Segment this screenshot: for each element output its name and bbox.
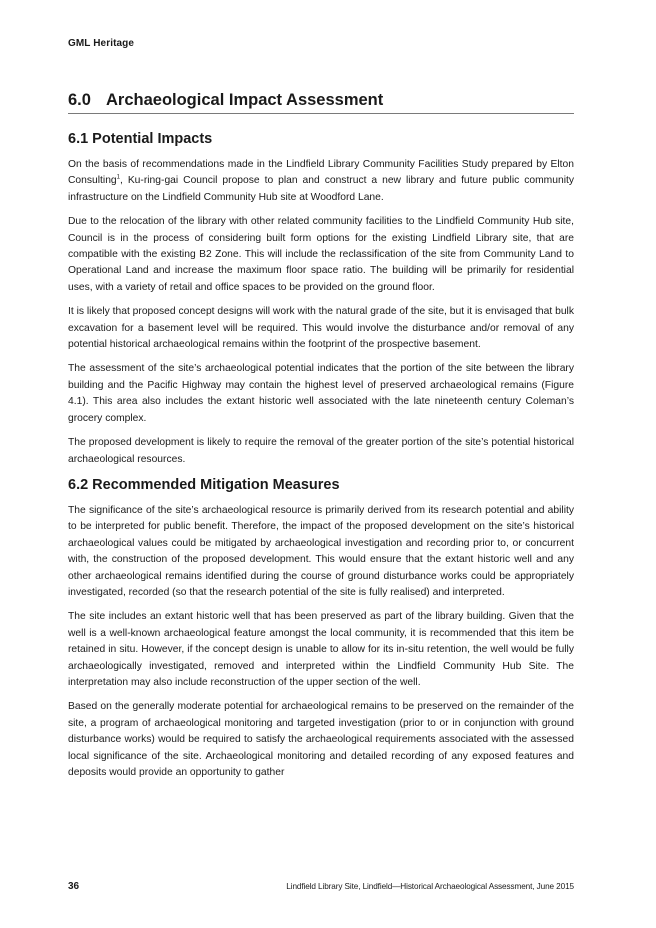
page-number: 36 <box>68 881 80 892</box>
footnote-marker: 1 <box>116 174 120 181</box>
paragraph-text: , Ku-ring-gai Council propose to plan and construct a new library and future public community infrastructure on the Lindfield Community Hub site at Woodford Lane. <box>68 175 574 203</box>
paragraph: The significance of the site’s archaeological resource is primarily derived from its research potential and ability to be interpreted for public benefit. Therefore, the impact of the proposed development on the site’s historical archaeological values could be mitigated by archaeological investigation and recording prior to, or concurrent with, the construction of the proposed development. This would ensure that the extant historic well and any other archaeological remains identified during the course of ground disturbance works could be appropriately investigated, recorded (so that the research potential of the site is fully realised) and interpreted. <box>68 504 574 598</box>
subsection-heading-potential-impacts: 6.1 Potential Impacts <box>68 131 213 147</box>
section-number: 6.0 <box>68 91 91 109</box>
paragraph <box>68 157 574 206</box>
paragraph: The proposed development is likely to require the removal of the greater portion of the site’s potential historical archaeological resources. <box>68 437 574 465</box>
paragraph: The site includes an extant historic well that has been preserved as part of the library building. Given that the well is a well-known archaeological feature amongst the local community, it is recommended that this item be retained in situ. However, if the concept design is unable to allow for its in-situ retention, the well would be fully archaeologically investigated, removed and interpreted within the Lindfield Community Hub Site. The interpretation may also include reconstruction of the upper section of the well. <box>68 611 574 688</box>
paragraph: Based on the generally moderate potential for archaeological remains to be preserved on the remainder of the site, a program of archaeological monitoring and targeted investigation (prior to or in conjunction with ground disturbance works) would be required to satisfy the archaeological requirements associated with the assessed local significance of the site. Archaeological monitoring and detailed recording of any exposed features and deposits would provide an opportunity to gather <box>68 701 574 778</box>
paragraph-text: On the basis of recommendations made in the Lindfield Library Community Facilities Study prepared by Elton Consulting <box>68 159 574 187</box>
paragraph: Due to the relocation of the library with other related community facilities to the Lindfield Community Hub site, Council is in the process of considering built form options for the existing Lindfield Library site, that are compatible with the existing B2 Zone. This will include the reclassification of the site from Community Land to Operational Land and increase the maximum floor space ratio. The building will be primarily for residential uses, with a variety of retail and office spaces to be provided on the ground floor. <box>68 216 574 293</box>
body-content <box>68 130 574 789</box>
section-heading <box>68 91 574 114</box>
paragraph: It is likely that proposed concept designs will work with the natural grade of the site, but it is envisaged that bulk excavation for a basement level will be required. This would involve the disturbance and/or removal of any potential historical archaeological remains within the footprint of the prospective basement. <box>68 306 574 351</box>
paragraph: The assessment of the site’s archaeological potential indicates that the portion of the site between the library building and the Pacific Highway may contain the highest level of preserved archaeological remains (Figure 4.1). This area also includes the extant historic well associated with the late nineteenth century Coleman’s grocery complex. <box>68 363 574 424</box>
subsection-heading-mitigation-measures: 6.2 Recommended Mitigation Measures <box>68 476 340 493</box>
running-footer: Lindfield Library Site, Lindfield—Historical Archaeological Assessment, June 2015 <box>286 882 574 891</box>
section-title: Archaeological Impact Assessment <box>106 91 384 109</box>
running-header: GML Heritage <box>68 38 135 49</box>
